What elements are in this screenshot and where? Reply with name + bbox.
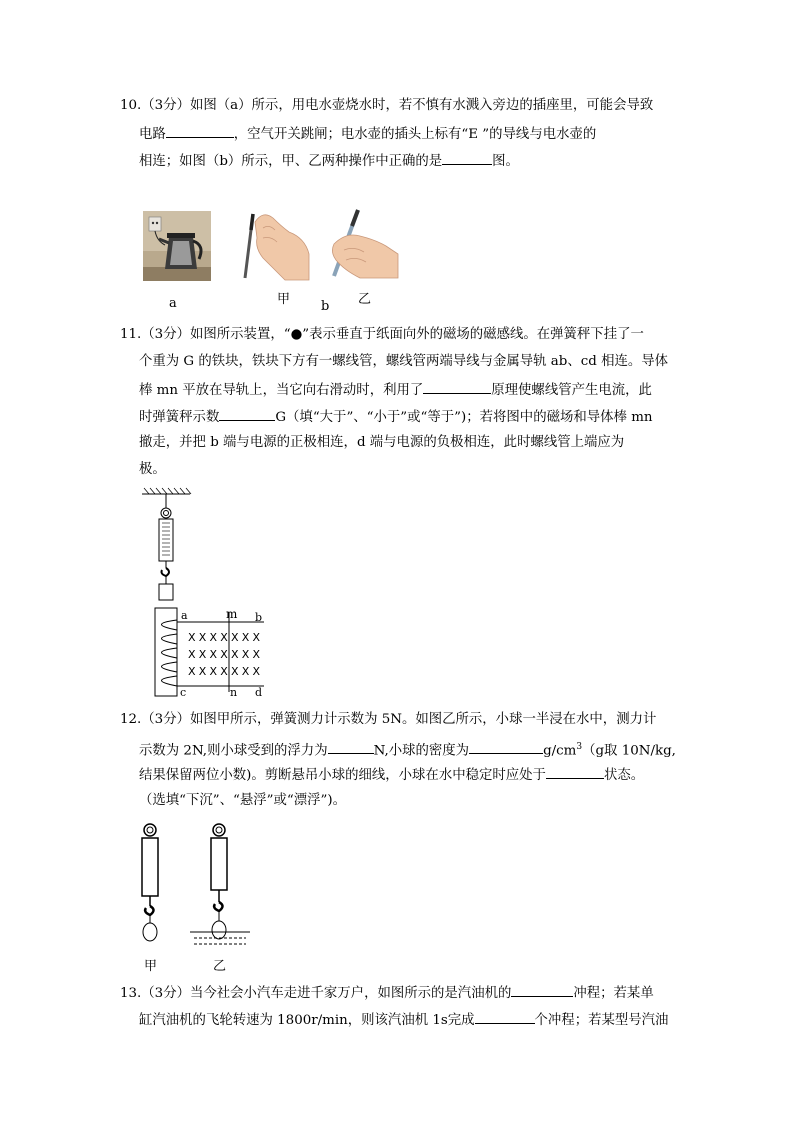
q12-blank-2[interactable] xyxy=(469,739,543,754)
q13-text: 个冲程；若某型号汽油 xyxy=(534,1013,669,1028)
q11-line-6: 极。 xyxy=(139,462,166,477)
hand-pen-yi-figure xyxy=(320,206,400,281)
fig-label-d: d xyxy=(255,686,263,699)
q11-line-2: 个重为 G 的铁块，铁块下方有一螺线管，螺线管两端导线与金属导轨 ab、cd 相连。导体 xyxy=(139,354,669,369)
q10-text: 图。 xyxy=(492,154,519,169)
q12-line-2 xyxy=(139,737,676,761)
spring-scale-yi-figure xyxy=(186,822,252,950)
q10-blank-3[interactable] xyxy=(442,150,492,165)
q13-text: 缸汽油机的飞轮转速为 1800r/min，则该汽油机 1s完成 xyxy=(139,1013,475,1028)
q13-text: 13.（3分）当今社会小汽车走进千家万户，如图所示的是汽油机的 xyxy=(120,986,512,1001)
q10-text: 相连；如图（b）所示，甲、乙两种操作中正确的是 xyxy=(139,154,443,169)
q10-line-2 xyxy=(139,123,596,145)
q13-blank-1[interactable] xyxy=(511,982,573,997)
q12-line-4: （选填“下沉”、“悬浮”或“漂浮”)。 xyxy=(139,793,346,808)
q12-text: 示数为 2N,则小球受到的浮力为 xyxy=(139,743,328,759)
q10-line-1: 10.（3分）如图（a）所示，用电水壶烧水时，若不慎有水溅入旁边的插座里，可能会导致 xyxy=(120,98,654,113)
kettle-photo xyxy=(143,211,211,281)
label-b: b xyxy=(321,299,330,314)
q13-text: 冲程；若某单 xyxy=(573,986,654,1001)
q13-line-2 xyxy=(139,1009,668,1031)
q10-blank-1[interactable] xyxy=(166,123,234,138)
q12-blank-3[interactable] xyxy=(546,764,604,779)
fig-label-b: b xyxy=(255,611,263,624)
q12-line-1: 12.（3分）如图甲所示，弹簧测力计示数为 5N。如图乙所示，小球一半浸在水中，测力计 xyxy=(120,712,657,727)
q11-text: 时弹簧秤示数 xyxy=(139,410,220,425)
q10-text: ，空气开关跳闸；电水壶的插头上标有“E ”的导线与电水壶的 xyxy=(233,127,597,142)
q11-line-4 xyxy=(139,406,653,428)
q11-text: 原理使螺线管产生电流，此 xyxy=(491,383,652,398)
spring-scale-jia-figure xyxy=(138,822,162,944)
q12-label-yi: 乙 xyxy=(213,959,227,974)
q12-text: （g取 10N/kg, xyxy=(582,743,676,759)
q11-text: G（填“大于”、“小于”或“等于”)；若将图中的磁场和导体棒 mn xyxy=(275,410,653,425)
q12-line-3 xyxy=(139,764,644,786)
q11-line-1: 11.（3分）如图所示装置，“●”表示垂直于纸面向外的磁场的磁感线。在弹簧秤下挂了一 xyxy=(120,327,644,342)
fig-label-a: a xyxy=(181,609,188,622)
q12-text: g/cm xyxy=(543,743,577,759)
label-yi: 乙 xyxy=(358,292,372,307)
label-jia: 甲 xyxy=(277,292,291,307)
q12-blank-1[interactable] xyxy=(328,739,374,754)
q12-text: 结果保留两位小数)。剪断悬吊小球的细线，小球在水中稳定时应处于 xyxy=(139,768,546,783)
q10-text: 电路 xyxy=(139,127,166,142)
q11-line-5: 撤走，并把 b 端与电源的正极相连，d 端与电源的负极相连，此时螺线管上端应为 xyxy=(139,435,625,450)
q13-blank-2[interactable] xyxy=(475,1009,535,1024)
hand-pen-jia-figure xyxy=(233,208,313,283)
q12-text: N,小球的密度为 xyxy=(373,743,470,759)
q11-blank-1[interactable] xyxy=(423,379,491,394)
q12-sup: 3 xyxy=(576,742,583,752)
field-row-3: XXXXXXX xyxy=(188,665,260,678)
field-row-1: XXXXXXX xyxy=(188,631,260,644)
q12-label-jia: 甲 xyxy=(144,959,158,974)
q13-line-1 xyxy=(120,982,654,1004)
q12-text: 状态。 xyxy=(603,768,645,783)
label-a: a xyxy=(169,296,177,311)
q11-blank-2[interactable] xyxy=(219,406,275,421)
fig-label-c: c xyxy=(180,686,187,699)
q10-line-3 xyxy=(139,150,519,172)
spring-scale-solenoid-figure xyxy=(140,488,280,700)
q11-text: 棒 mn 平放在导轨上，当它向右滑动时，利用了 xyxy=(139,383,424,398)
fig-label-m: m xyxy=(226,607,238,621)
fig-label-n: n xyxy=(230,686,238,699)
field-row-2: XXXXXXX xyxy=(188,648,260,661)
q11-line-3 xyxy=(139,379,652,401)
